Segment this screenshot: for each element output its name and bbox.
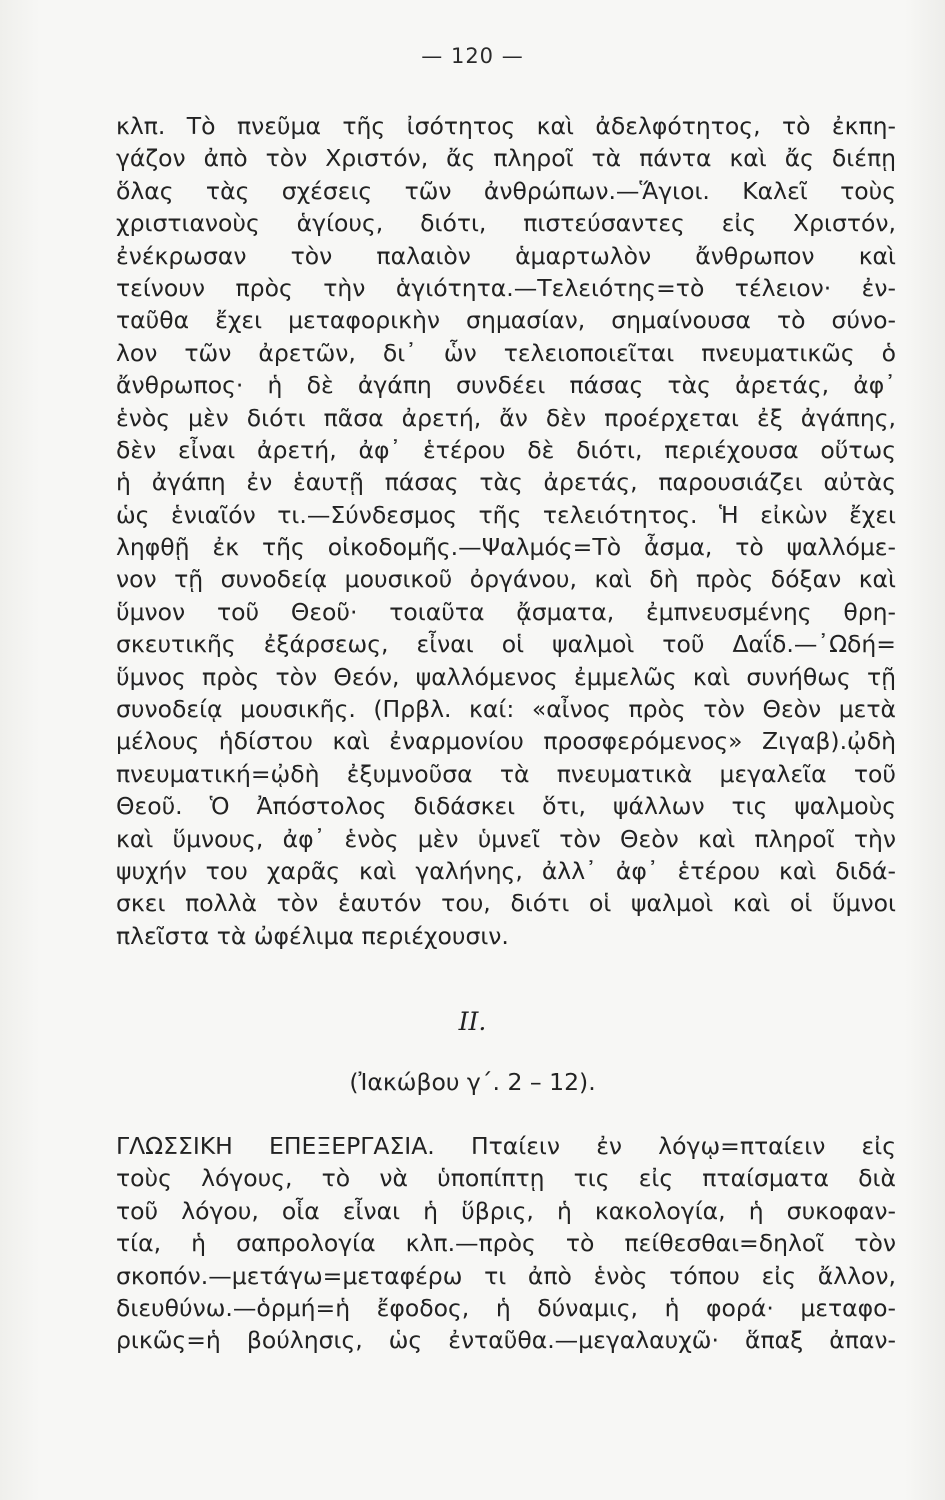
text-line: νον τῇ συνοδείᾳ μουσικοῦ ὀργάνου, καὶ δὴ πρὸς δόξαν καὶ bbox=[116, 565, 896, 594]
section-numeral: II. bbox=[458, 1007, 487, 1036]
text-line: ψυχήν του χαρᾶς καὶ γαλήνης, ἀλλ᾽ ἀφ᾽ ἑτέρου καὶ διδά- bbox=[116, 856, 896, 885]
text-line: τία, ἡ σαπρολογία κλπ.—πρὸς τὸ πείθεσθαι=δηλοῖ τὸν bbox=[116, 1229, 896, 1258]
text-line: σκευτικῆς ἐξάρσεως, εἶναι οἱ ψαλμοὶ τοῦ Δαΐδ.—᾽Ωδή= bbox=[116, 630, 896, 659]
text-line: διευθύνω.—ὁρμή=ἡ ἔφοδος, ἡ δύναμις, ἡ φορά· μεταφο- bbox=[116, 1293, 896, 1322]
text-line: ἡ ἀγάπη ἐν ἑαυτῇ πάσας τὰς ἀρετάς, παρουσιάζει αὐτὰς bbox=[116, 468, 896, 497]
text-line: τοῦ λόγου, οἷα εἶναι ἡ ὕβρις, ἡ κακολογία, ἡ συκοφαν- bbox=[116, 1196, 896, 1225]
text-line: ταῦθα ἔχει μεταφορικὴν σημασίαν, σημαίνουσα τὸ σύνο- bbox=[116, 306, 896, 335]
text-line: ὕμνος πρὸς τὸν Θεόν, ψαλλόμενος ἐμμελῶς καὶ συνήθως τῇ bbox=[116, 662, 896, 691]
text-line: ὕμνον τοῦ Θεοῦ· τοιαῦτα ᾄσματα, ἐμπνευσμένης θρη- bbox=[116, 597, 896, 626]
text-line: ληφθῇ ἐκ τῆς οἰκοδομῆς.—Ψαλμός=Τὸ ἆσμα, τὸ ψαλλόμε- bbox=[116, 533, 896, 562]
text-line: καὶ ὕμνους, ἀφ᾽ ἑνὸς μὲν ὑμνεῖ τὸν Θεὸν καὶ πληροῖ τὴν bbox=[116, 824, 896, 853]
text-line: σκοπόν.—μετάγω=μεταφέρω τι ἀπὸ ἑνὸς τόπου εἰς ἄλλον, bbox=[116, 1261, 896, 1290]
text-line: πνευματική=ᾠδὴ ἐξυμνοῦσα τὰ πνευματικὰ μεγαλεῖα τοῦ bbox=[116, 759, 896, 788]
section-scripture-reference: (Ἰακώβου γ΄. 2 – 12). bbox=[349, 1068, 596, 1096]
text-line: σκει πολλὰ τὸν ἑαυτόν του, διότι οἱ ψαλμοὶ καὶ οἱ ὕμνοι bbox=[116, 889, 896, 918]
text-line: συνοδείᾳ μουσικῆς. (Πρβλ. καί: «αἶνος πρὸς τὸν Θεὸν μετὰ bbox=[116, 695, 896, 724]
text-line: ρικῶς=ἡ βούλησις, ὡς ἐνταῦθα.—μεγαλαυχῶ· ἅπαξ ἀπαν- bbox=[116, 1326, 896, 1355]
text-line: ὡς ἑνιαῖόν τι.—Σύνδεσμος τῆς τελειότητος. Ἡ εἰκὼν ἔχει bbox=[116, 500, 896, 529]
commentary-paragraph-1 bbox=[116, 110, 896, 952]
page-number: — 120 — bbox=[421, 44, 524, 68]
text-line: ΓΛΩΣΣΙΚΗ ΕΠΕΞΕΡΓΑΣΙΑ. Πταίειν ἐν λόγῳ=πταίειν εἰς bbox=[116, 1132, 896, 1160]
text-line: τοὺς λόγους, τὸ νὰ ὑποπίπτῃ τις εἰς πταίσματα διὰ bbox=[116, 1164, 896, 1193]
text-line: κλπ. Τὸ πνεῦμα τῆς ἰσότητος καὶ ἀδελφότητος, τὸ ἐκπη- bbox=[116, 112, 896, 140]
commentary-paragraph-2 bbox=[116, 1130, 896, 1357]
text-line: Θεοῦ. Ὁ Ἀπόστολος διδάσκει ὅτι, ψάλλων τις ψαλμοὺς bbox=[116, 792, 896, 821]
text-line: χριστιανοὺς ἁγίους, διότι, πιστεύσαντες εἰς Χριστόν, bbox=[116, 209, 896, 238]
text-line: πλεῖστα τὰ ὠφέλιμα περιέχουσιν. bbox=[116, 921, 509, 950]
text-line: λον τῶν ἀρετῶν, δι᾽ ὧν τελειοποιεῖται πνευματικῶς ὁ bbox=[116, 338, 896, 367]
text-line: γάζον ἀπὸ τὸν Χριστόν, ἄς πληροῖ τὰ πάντα καὶ ἄς διέπῃ bbox=[116, 144, 896, 173]
text-line: ἄνθρωπος· ἡ δὲ ἀγάπη συνδέει πάσας τὰς ἀρετάς, ἀφ᾽ bbox=[116, 371, 896, 400]
text-line: ἐνέκρωσαν τὸν παλαιὸν ἁμαρτωλὸν ἄνθρωπον καὶ bbox=[116, 241, 896, 270]
text-line: ὅλας τὰς σχέσεις τῶν ἀνθρώπων.—Ἅγιοι. Καλεῖ τοὺς bbox=[116, 176, 896, 205]
text-line: δὲν εἶναι ἀρετή, ἀφ᾽ ἑτέρου δὲ διότι, περιέχουσα οὕτως bbox=[116, 435, 896, 464]
text-line: τείνουν πρὸς τὴν ἁγιότητα.—Τελειότης=τὸ τέλειον· ἐν- bbox=[116, 273, 896, 302]
text-line: ἑνὸς μὲν διότι πᾶσα ἀρετή, ἄν δὲν προέρχεται ἐξ ἀγάπης, bbox=[116, 403, 896, 432]
text-line: μέλους ἡδίστου καὶ ἐναρμονίου προσφερόμενος» Ζιγαβ).ᾠδὴ bbox=[116, 727, 896, 756]
